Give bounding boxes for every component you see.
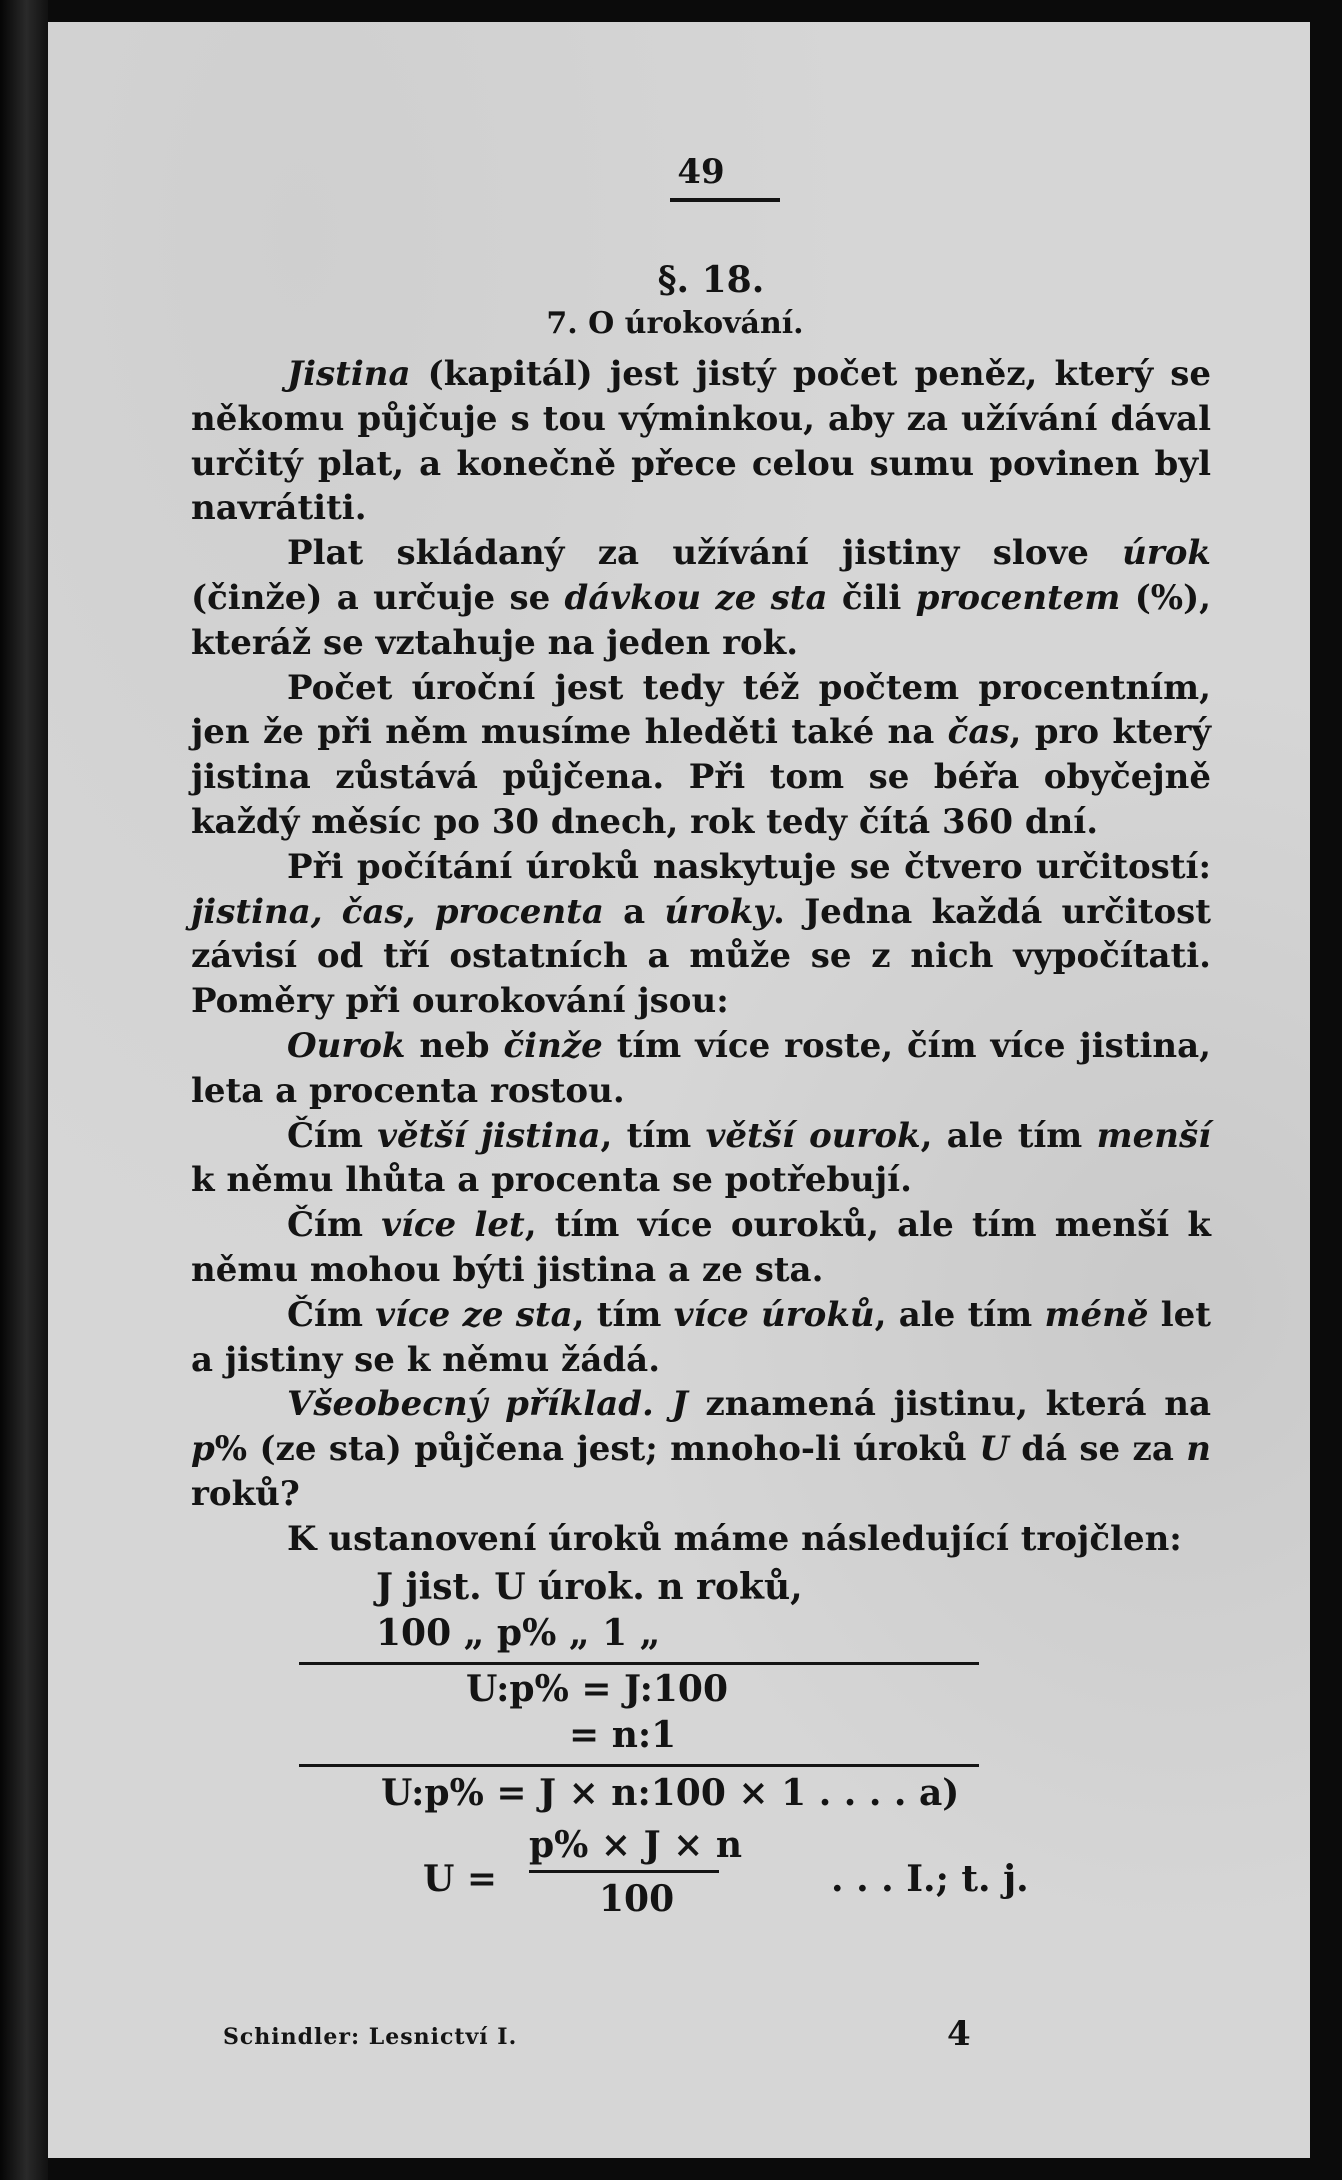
text-run: Čím <box>287 1294 376 1335</box>
italic-term: procentem <box>915 577 1121 618</box>
italic-term: čas <box>947 712 1010 753</box>
formula-row-header: J jist. U úrok. n roků, <box>376 1565 803 1608</box>
italic-term: úroky <box>664 891 774 932</box>
text-run: znamená jistinu, která na <box>687 1384 1212 1425</box>
italic-term: více úroků <box>673 1294 875 1335</box>
text-run: , tím <box>572 1294 674 1335</box>
formula-row-proportion-2: = n:1 <box>569 1713 677 1756</box>
italic-term: Všeobecný příklad. <box>287 1384 654 1425</box>
italic-term: úrok <box>1122 533 1211 574</box>
book-spine-shadow <box>0 0 48 2180</box>
fraction-numerator: p% × J × n <box>529 1823 743 1866</box>
text-run: neb <box>405 1025 504 1066</box>
italic-term: menší <box>1096 1115 1212 1156</box>
text-run: , ale tím <box>920 1115 1097 1156</box>
text-run: Plat skládaný za užívání jistiny slove <box>287 533 1123 574</box>
italic-term: Ourok <box>287 1025 406 1066</box>
fraction-denominator: 100 <box>599 1877 675 1920</box>
formula-row-base: 100 „ p% „ 1 „ <box>376 1611 661 1654</box>
italic-term: J <box>671 1384 688 1425</box>
text-run: , pro který jistina zůstává půjčena. Při tom se béřa obyčejně každý měsíc po 30 dnech, rok tedy čítá 360 dní. <box>191 712 1211 842</box>
text-run: Při počítání úroků naskytuje se čtvero určitostí: <box>287 846 1211 887</box>
formula-u-lhs: U = <box>423 1857 498 1900</box>
text-run: dá se za <box>1008 1429 1187 1470</box>
italic-term: dávkou ze sta <box>564 577 828 618</box>
sheet-signature: 4 <box>947 2014 971 2054</box>
text-run: tím více roste, čím více jistina, leta a procenta rostou. <box>191 1025 1211 1111</box>
text-run: , ale tím <box>874 1294 1045 1335</box>
printer-signature: Schindler: Lesnictví I. <box>223 2024 518 2050</box>
italic-term: méně <box>1044 1294 1149 1335</box>
formula-row-proportion: U:p% = J:100 <box>466 1667 729 1710</box>
paragraph <box>191 1382 1211 1516</box>
paragraph <box>191 1293 1211 1383</box>
text-run: Počet úroční jest tedy též počtem procentním, jen že při něm musíme hleděti také na <box>191 667 1211 753</box>
text-run: let a jistiny se k němu žádá. <box>191 1294 1212 1380</box>
italic-term: více ze sta <box>375 1294 573 1335</box>
fraction-bar <box>529 1870 719 1873</box>
formula-row-product: U:p% = J × n:100 × 1 . . . . a) <box>381 1771 960 1814</box>
text-run: . Jedna každá určitost závisí od tří ostatních a může se z nich vypočítati. Poměry při ourokování jsou: <box>191 891 1211 1022</box>
proportion-intro: K ustanovení úroků máme následující trojčlen: <box>287 1518 1182 1559</box>
book-page <box>48 22 1310 2158</box>
page-number: 49 <box>677 152 725 192</box>
page-number-underline <box>670 198 780 202</box>
text-run: , tím <box>600 1115 706 1156</box>
text-run: (kapitál) jest jistý počet peněz, který se někomu půjčuje s tou výminkou, aby za užívání dával určitý plat, a konečně přece celou sumu povinen byl navrátiti. <box>191 354 1211 529</box>
text-run <box>654 1384 672 1424</box>
text-run: (činže) a určuje se <box>191 577 565 618</box>
section-title: 7. O úrokování. <box>546 306 804 341</box>
formula-rule-1 <box>299 1662 979 1665</box>
italic-term: Jistina <box>287 354 411 394</box>
section-number: §. 18. <box>657 259 765 301</box>
paragraph <box>191 1203 1211 1293</box>
formula-block <box>191 1562 1211 2002</box>
italic-term: více let <box>381 1205 525 1246</box>
italic-term: větší jistina <box>377 1115 601 1156</box>
text-run: Čím <box>287 1115 378 1156</box>
paragraph <box>191 845 1211 1024</box>
text-run: , tím více ouroků, ale tím menší k němu mohou býti jistina a ze sta. <box>191 1205 1211 1290</box>
italic-term: U <box>979 1429 1009 1470</box>
page-footer <box>191 2014 1211 2054</box>
paragraph <box>191 352 1211 531</box>
italic-term: větší ourok <box>705 1115 921 1156</box>
paragraph <box>191 531 1211 665</box>
paragraph <box>191 1024 1211 1114</box>
page-content <box>191 152 1212 2054</box>
formula-suffix: . . . I.; t. j. <box>831 1857 1029 1900</box>
text-run: % (ze sta) půjčena jest; mnoho-li úroků <box>214 1429 980 1470</box>
text-run: a <box>603 891 665 932</box>
italic-term: p <box>191 1429 215 1470</box>
text-run: Čím <box>287 1205 382 1246</box>
italic-term: jistina, čas, procenta <box>191 891 604 932</box>
paragraph <box>191 1114 1211 1204</box>
formula-rule-2 <box>299 1764 979 1767</box>
italic-term: činže <box>503 1025 603 1066</box>
paragraph <box>191 666 1211 845</box>
text-run: (%), kteráž se vztahuje na jeden rok. <box>191 577 1212 663</box>
italic-term: n <box>1186 1429 1211 1470</box>
text-run: k němu lhůta a procenta se potřebují. <box>191 1160 912 1201</box>
text-run: čili <box>827 577 916 618</box>
text-run: roků? <box>191 1473 300 1514</box>
body-text <box>191 352 1211 1517</box>
